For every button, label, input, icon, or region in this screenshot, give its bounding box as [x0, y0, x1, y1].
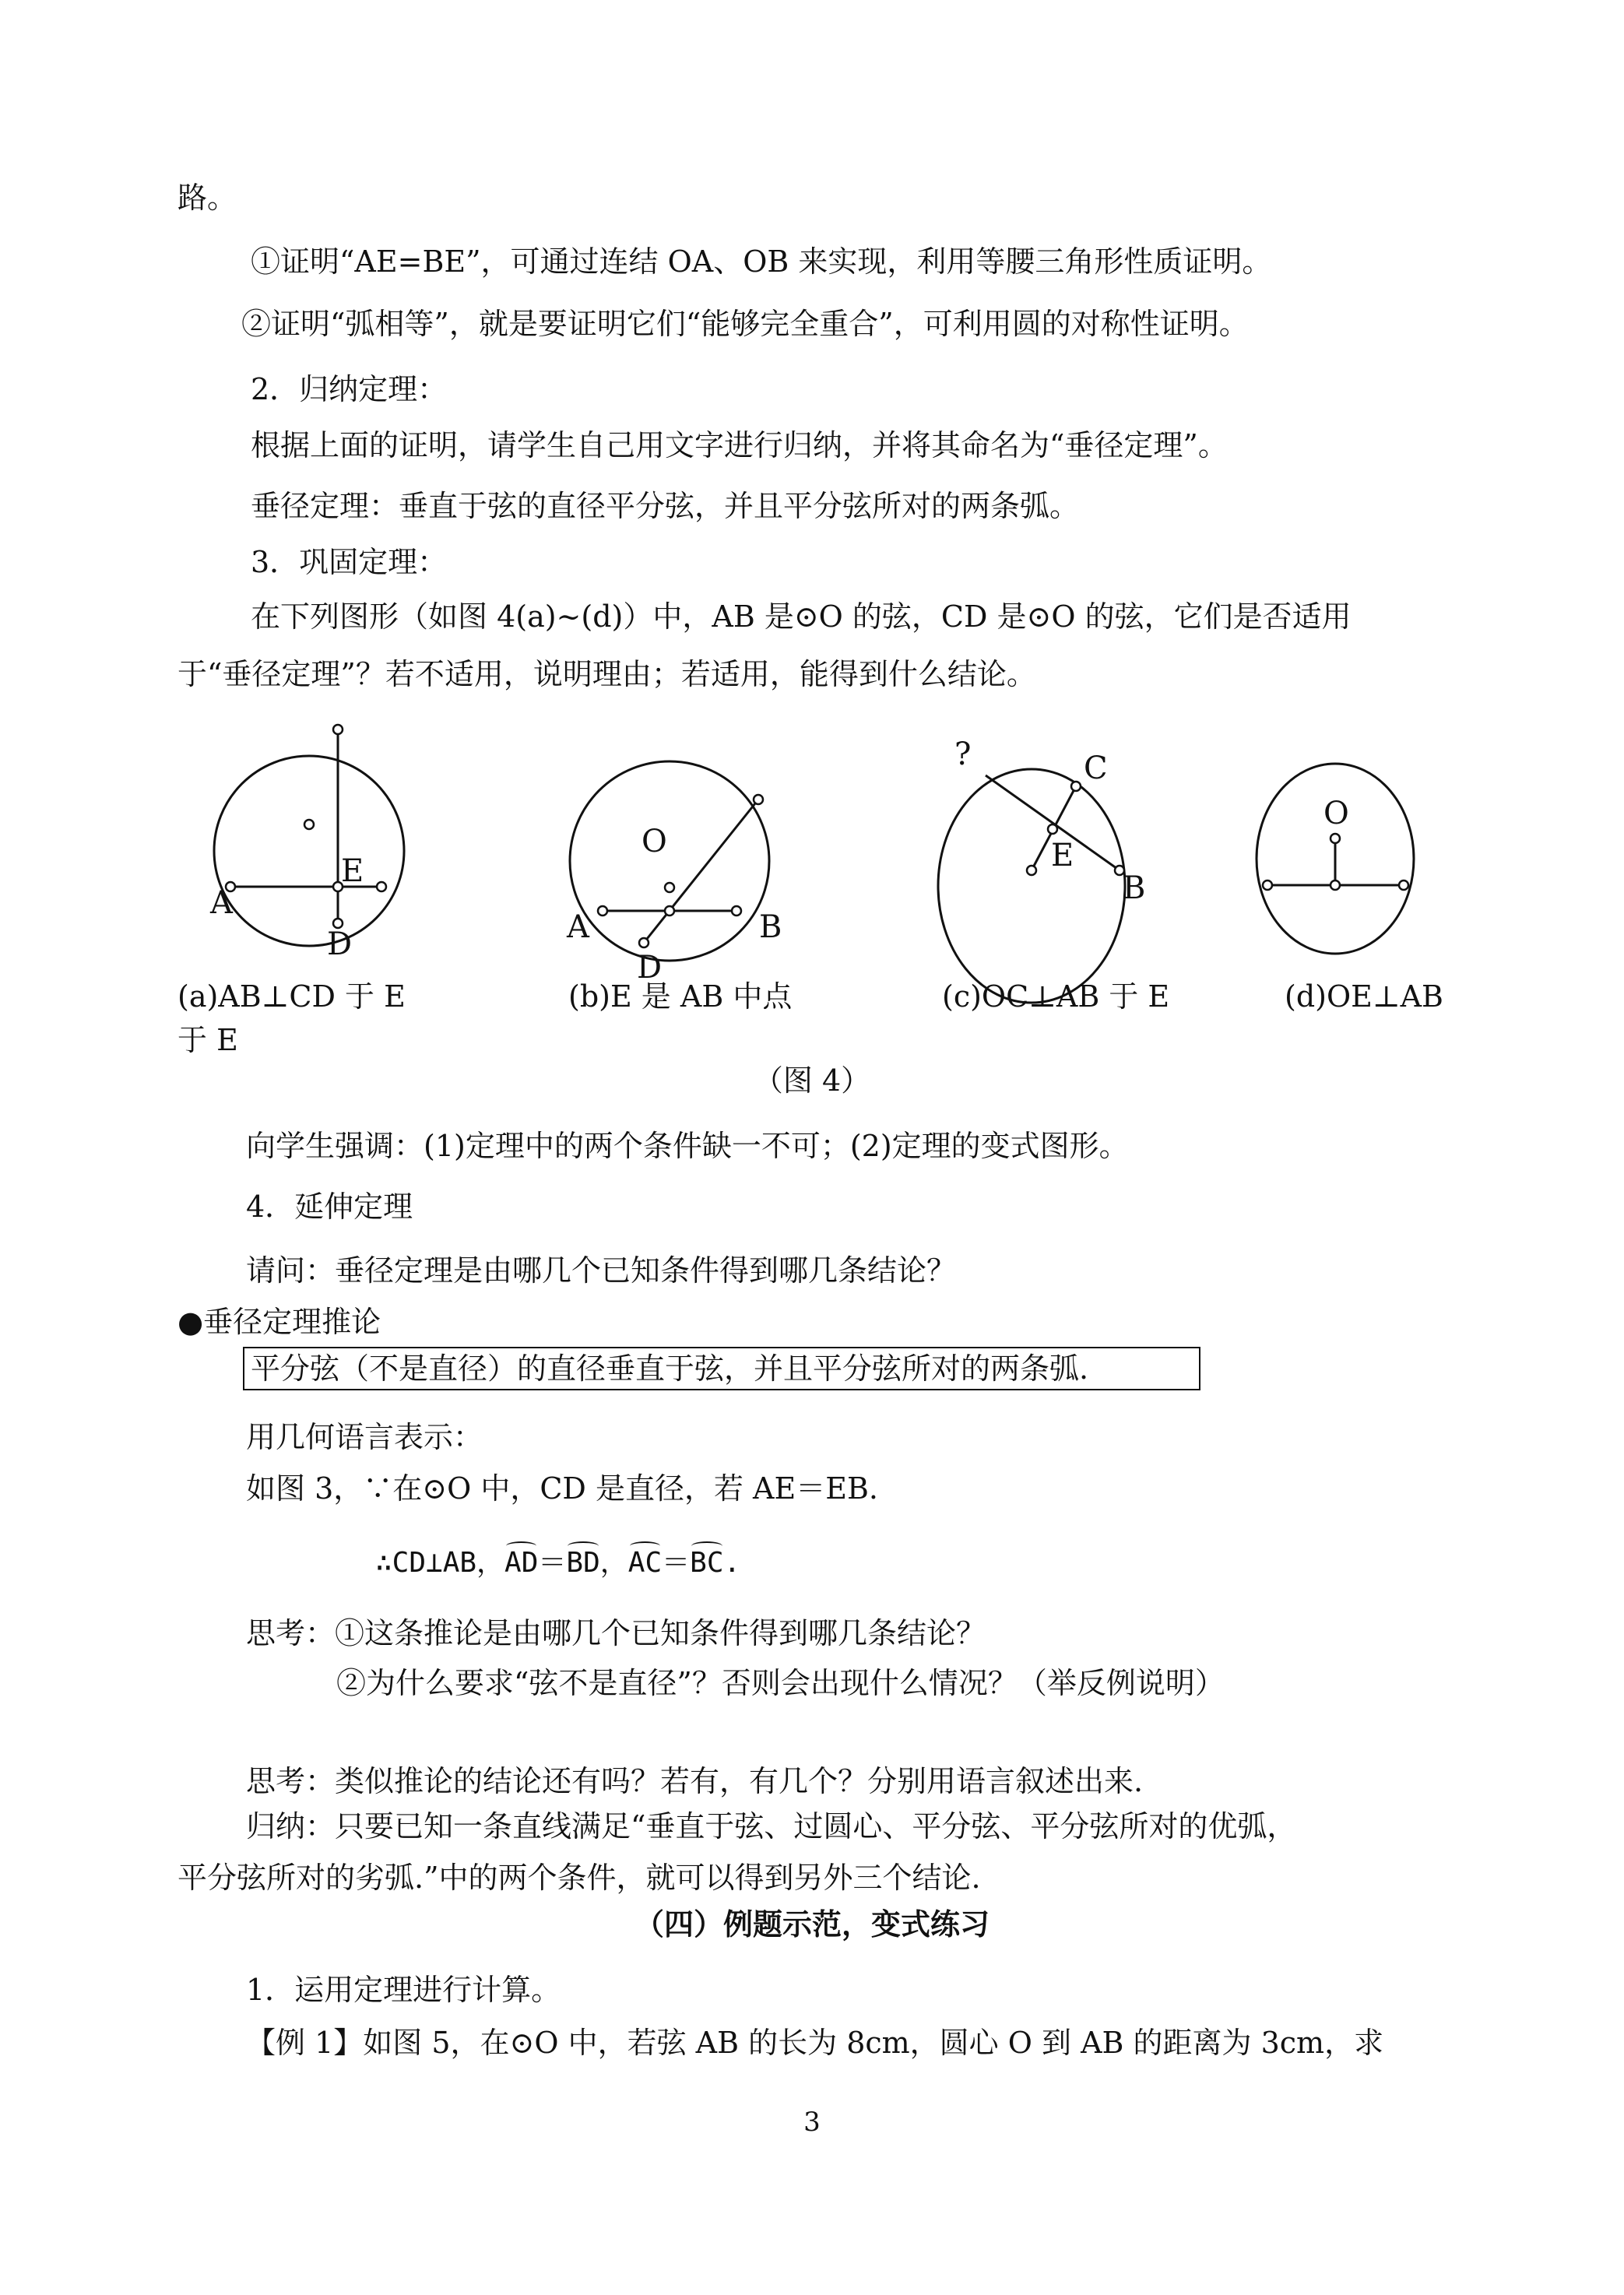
corollary-box: 平分弦（不是直径）的直径垂直于弦，并且平分弦所对的两条弧. — [243, 1347, 1200, 1390]
corollary-heading: ●垂径定理推论 — [178, 1305, 381, 1339]
label-a-b: A — [567, 909, 589, 945]
label-d-a: D — [327, 926, 353, 962]
ellipse-c — [938, 769, 1125, 1003]
formula-sep: ， — [599, 1547, 628, 1579]
label-c-c: C — [1084, 750, 1108, 786]
formula-prefix: ∴CD⊥AB， — [375, 1547, 505, 1579]
text-line: 路。 — [178, 181, 237, 215]
label-q-c: ? — [954, 736, 972, 772]
text-line: 用几何语言表示： — [246, 1420, 483, 1454]
caption-c: (c)OC⊥AB 于 E — [942, 979, 1170, 1014]
arc-bc: BC — [690, 1543, 723, 1583]
text-line: 如图 3，∵在⊙O 中，CD 是直径，若 AE＝EB. — [246, 1471, 878, 1506]
text-line: ②为什么要求“弦不是直径”？否则会出现什么情况？（举反例说明） — [336, 1666, 1225, 1700]
caption-d: (d)OE⊥AB — [1285, 979, 1443, 1014]
text-line: 向学生强调：(1)定理中的两个条件缺一不可；(2)定理的变式图形。 — [246, 1129, 1129, 1163]
label-o-d: O — [1323, 796, 1349, 831]
circle-a — [214, 756, 404, 946]
chord-cd-b — [644, 800, 758, 943]
section-heading: 1．运用定理进行计算。 — [246, 1973, 561, 2007]
label-e-c: E — [1051, 838, 1074, 873]
text-line: 根据上面的证明，请学生自己用文字进行归纳，并将其命名为“垂径定理”。 — [251, 428, 1228, 462]
text-line: ①证明“AE=BE”，可通过连结 OA、OB 来实现，利用等腰三角形性质证明。 — [251, 244, 1272, 279]
text-line: 归纳：只要已知一条直线满足“垂直于弦、过圆心、平分弦、平分弦所对的优弧， — [246, 1809, 1297, 1843]
label-d-b: D — [637, 950, 663, 986]
formula-eq2: ＝ — [662, 1547, 691, 1579]
caption-b: (b)E 是 AB 中点 — [568, 979, 793, 1014]
arc-ad: AD — [504, 1543, 538, 1583]
text-line: 平分弦所对的劣弧.”中的两个条件，就可以得到另外三个结论. — [178, 1861, 981, 1895]
section-heading: 2．归纳定理： — [251, 372, 448, 406]
caption-a-wrap: 于 E — [178, 1023, 238, 1057]
section-heading: 4．延伸定理 — [246, 1190, 413, 1224]
text-line: 在下列图形（如图 4(a)~(d)）中，AB 是⊙O 的弦，CD 是⊙O 的弦，它们是否适用 — [251, 599, 1352, 634]
text-line: 于“垂径定理”？若不适用，说明理由；若适用，能得到什么结论。 — [178, 657, 1036, 691]
formula-end: . — [723, 1547, 741, 1579]
label-a-a: A — [210, 885, 233, 921]
text-line: 思考：①这条推论是由哪几个已知条件得到哪几条结论？ — [246, 1616, 986, 1650]
section-heading: 3．巩固定理： — [251, 545, 448, 579]
formula-eq1: ＝ — [538, 1547, 567, 1579]
formula-line — [375, 1543, 740, 1583]
text-line: ②证明“弧相等”，就是要证明它们“能够完全重合”，可利用圆的对称性证明。 — [241, 307, 1249, 341]
label-b-c: B — [1123, 870, 1146, 906]
label-b-b: B — [759, 909, 782, 945]
arc-ac: AC — [628, 1543, 662, 1583]
circle-b — [570, 761, 769, 961]
text-line: 请问：垂径定理是由哪几个已知条件得到哪几条结论？ — [246, 1253, 957, 1288]
label-e-a: E — [341, 853, 364, 889]
page-number: 3 — [803, 2107, 821, 2138]
figure-caption: （图 4） — [753, 1063, 871, 1098]
label-o-b: O — [642, 824, 667, 859]
theorem-statement: 垂径定理：垂直于弦的直径平分弦，并且平分弦所对的两条弧。 — [251, 489, 1080, 523]
text-line: 【例 1】如图 5，在⊙O 中，若弦 AB 的长为 8cm，圆心 O 到 AB 的距离为 3cm，求 — [246, 2026, 1384, 2060]
text-line: 思考：类似推论的结论还有吗？若有，有几个？分别用语言叙述出来. — [246, 1764, 1144, 1798]
arc-bd: BD — [566, 1543, 599, 1583]
section-title: （四）例题示范，变式练习 — [634, 1907, 990, 1942]
caption-a: (a)AB⊥CD 于 E — [178, 979, 406, 1014]
